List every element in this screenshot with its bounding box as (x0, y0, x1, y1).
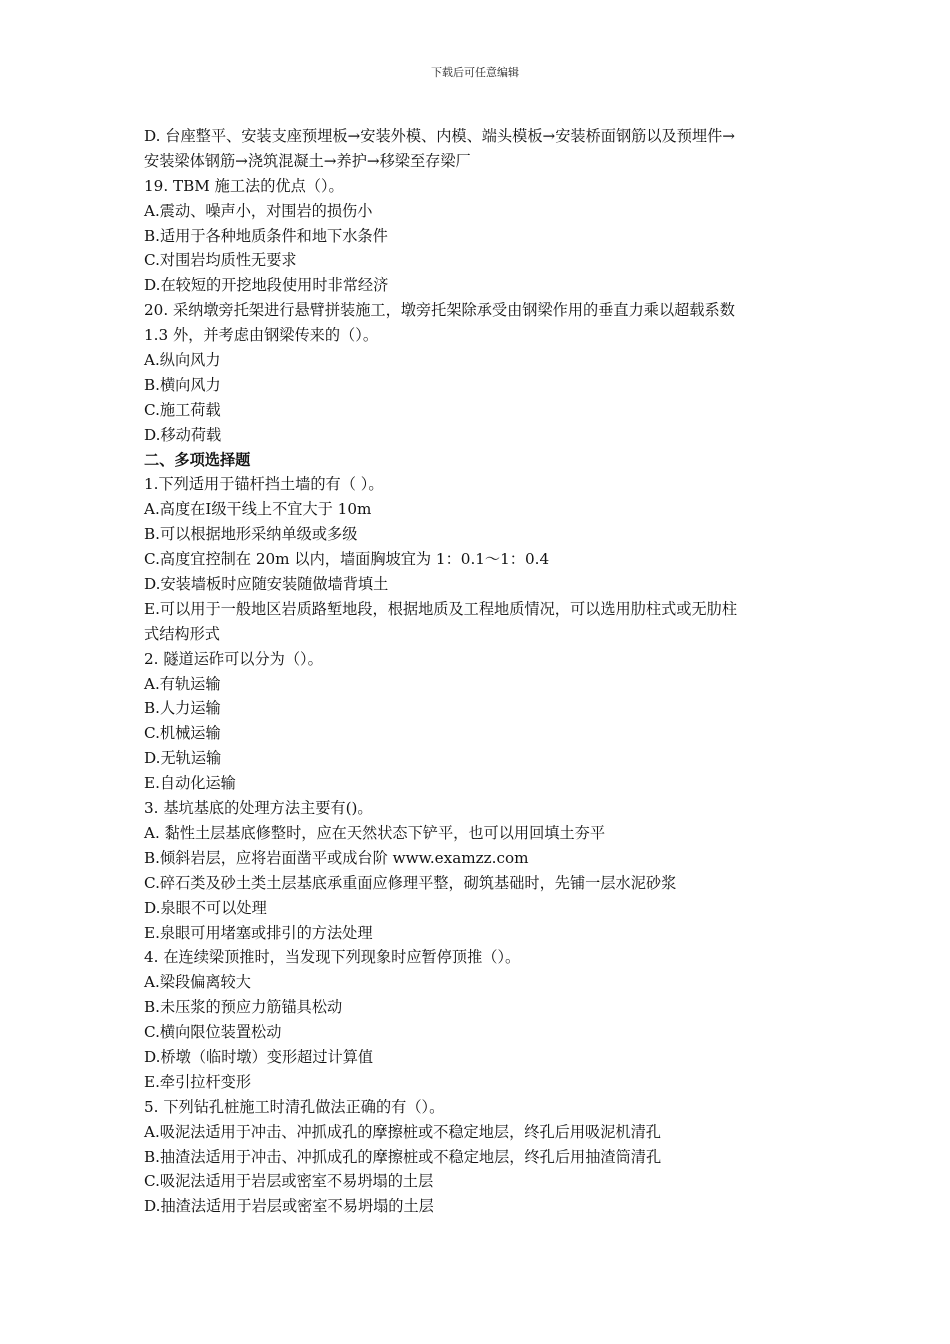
text-line: D.安装墙板时应随安装随做墙背填土 (144, 575, 389, 594)
text-line: D.无轨运输 (144, 749, 222, 768)
text-line: B.横向风力 (144, 375, 221, 394)
text-line: E.牵引拉杆变形 (144, 1072, 252, 1091)
text-line: 5. 下列钻孔桩施工时清孔做法正确的有（）。 (144, 1097, 445, 1116)
text-line: C.吸泥法适用于岩层或密室不易坍塌的土层 (144, 1172, 434, 1191)
document-body (144, 124, 808, 1219)
text-line: B.可以根据地形采纳单级或多级 (144, 525, 358, 544)
text-line: C.高度宜控制在 20m 以内，墙面胸坡宜为 1：0.1～1：0.4 (144, 550, 550, 569)
text-line: 19. TBM 施工法的优点（）。 (144, 176, 344, 195)
text-line: C.对围岩均质性无要求 (144, 251, 297, 270)
text-line: D.移动荷载 (144, 425, 222, 444)
text-line: 20. 采纳墩旁托架进行悬臂拼装施工，墩旁托架除承受由钢梁作用的垂直力乘以超载系数 (144, 301, 735, 320)
text-line: B.适用于各种地质条件和地下水条件 (144, 226, 388, 245)
text-line: 4. 在连续梁顶推时，当发现下列现象时应暂停顶推（）。 (144, 948, 521, 967)
text-line: A.梁段偏离较大 (144, 973, 251, 992)
text-line: C.碎石类及砂土类土层基底承重面应修理平整，砌筑基础时，先铺一层水泥砂浆 (144, 873, 677, 892)
section-heading: 二、多项选择题 (144, 450, 251, 469)
text-line: 1.下列适用于锚杆挡土墙的有（ ）。 (144, 475, 384, 494)
text-line: D.泉眼不可以处理 (144, 898, 267, 917)
text-line: 1.3 外，并考虑由钢梁传来的（）。 (144, 326, 379, 345)
text-line: B.未压浆的预应力筋锚具松动 (144, 998, 343, 1017)
text-line: B.抽渣法适用于冲击、冲抓成孔的摩擦桩或不稳定地层，终孔后用抽渣筒清孔 (144, 1147, 662, 1166)
text-line: C.横向限位装置松动 (144, 1023, 282, 1042)
text-line: D.在较短的开挖地段使用时非常经济 (144, 276, 389, 295)
text-line: C.施工荷载 (144, 400, 221, 419)
text-line: E.可以用于一般地区岩质路堑地段，根据地质及工程地质情况，可以选用肋柱式或无肋柱 (144, 599, 738, 618)
text-line: B.人力运输 (144, 699, 221, 718)
text-line: A. 黏性土层基底修整时，应在天然状态下铲平，也可以用回填土夯平 (144, 823, 606, 842)
text-line: E.泉眼可用堵塞或排引的方法处理 (144, 923, 373, 942)
text-line: D.桥墩（临时墩）变形超过计算值 (144, 1047, 374, 1066)
text-line: 3. 基坑基底的处理方法主要有()。 (144, 799, 373, 818)
text-line: A.吸泥法适用于冲击、冲抓成孔的摩擦桩或不稳定地层，终孔后用吸泥机清孔 (144, 1122, 661, 1141)
text-line: 安装梁体钢筋→浇筑混凝土→养护→移梁至存梁厂 (144, 151, 471, 170)
text-line: C.机械运输 (144, 724, 221, 743)
text-line: 2. 隧道运砟可以分为（）。 (144, 649, 323, 668)
text-line: B.倾斜岩层，应将岩面凿平或成台阶 www.examzz.com (144, 848, 529, 867)
text-line: A.震动、噪声小，对围岩的损伤小 (144, 201, 373, 220)
text-line: E.自动化运输 (144, 774, 236, 793)
text-line: A.高度在Ⅰ级干线上不宜大于 10m (144, 500, 372, 519)
text-line: A.纵向风力 (144, 351, 221, 370)
text-line: 式结构形式 (144, 624, 220, 643)
text-line: A.有轨运输 (144, 674, 221, 693)
text-line: D.抽渣法适用于岩层或密室不易坍塌的土层 (144, 1197, 434, 1216)
page-header: 下载后可任意编辑 (431, 66, 519, 79)
text-line: D. 台座整平、安装支座预埋板→安装外模、内模、端头模板→安装桥面钢筋以及预埋件→ (144, 127, 736, 145)
